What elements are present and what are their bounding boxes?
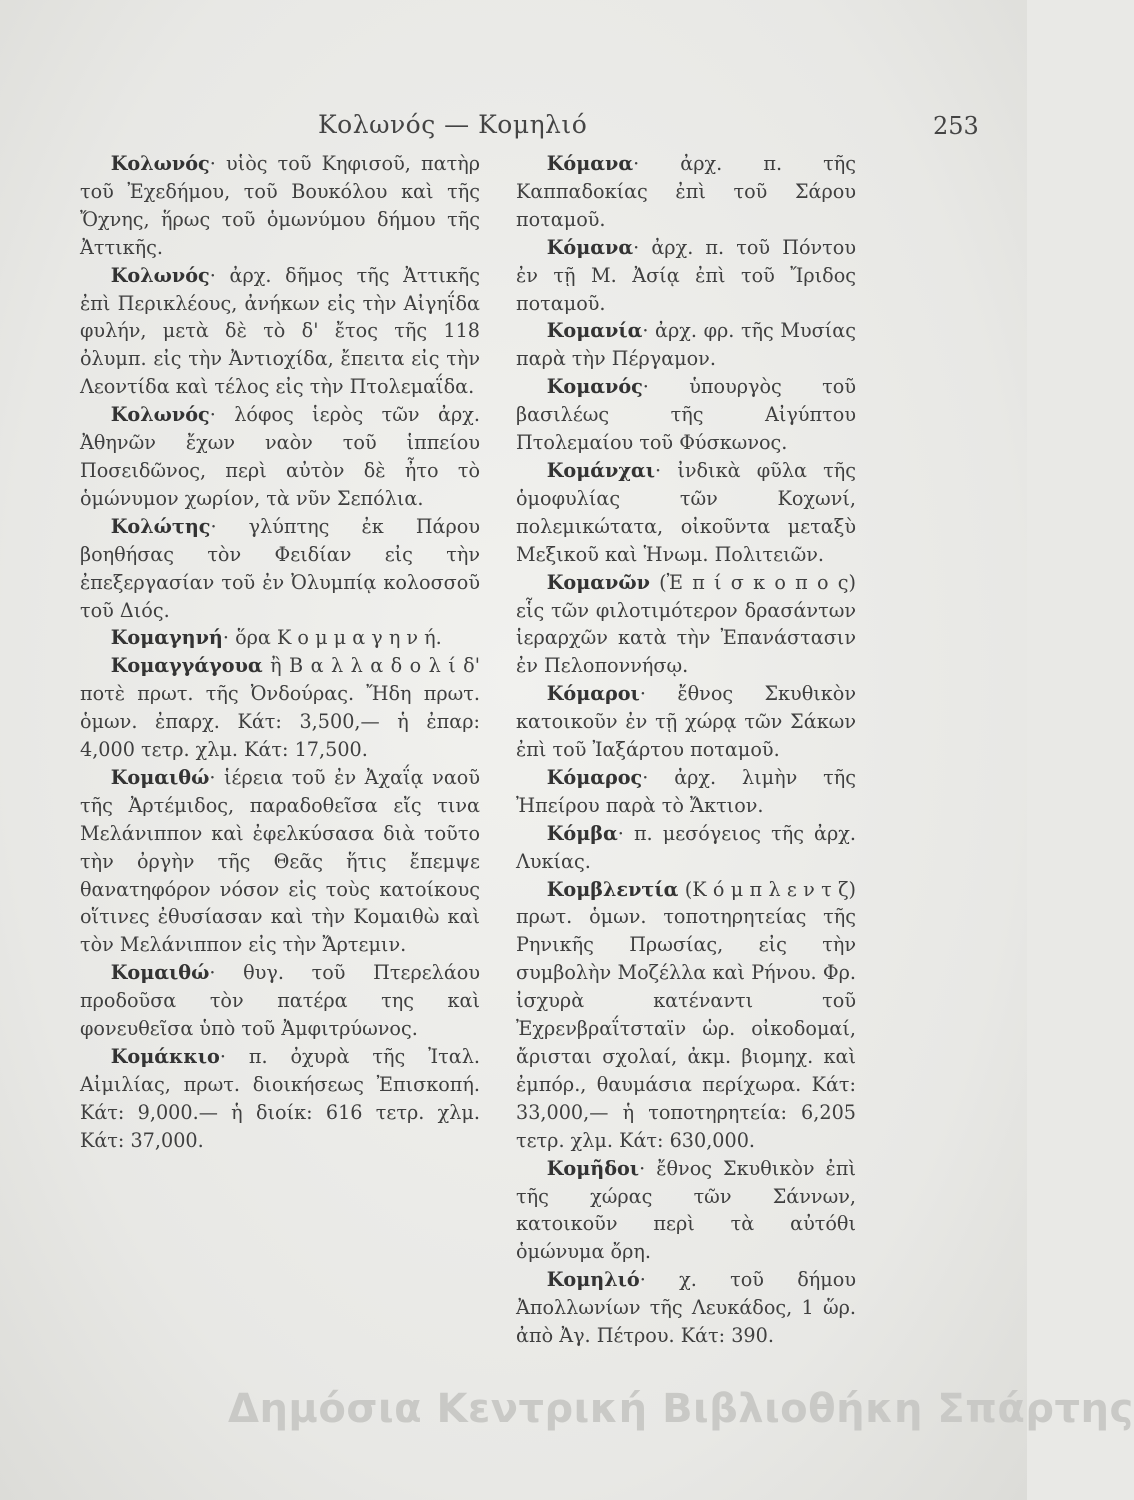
dictionary-entry: Κόμβα· π. μεσόγειος τῆς ἀρχ. Λυκίας. bbox=[516, 821, 856, 873]
dictionary-entry: Κομαιθώ· θυγ. τοῦ Πτερελάου προδοῦσα τὸν πατέρα της καὶ φονευθεῖσα ὑπὸ τοῦ Ἀμφιτρύωνος. bbox=[80, 961, 480, 1041]
entry-text: ἀρχ. π. τῆς Καππαδοκίας ἐπὶ τοῦ Σάρου ποταμοῦ. bbox=[516, 152, 857, 231]
entry-headword: Κομανός bbox=[546, 375, 643, 399]
entry-headword: Κολωνός bbox=[110, 263, 210, 287]
entry-headword: Κόμανα bbox=[546, 152, 634, 175]
entry-text: (Ἐ π ί σ κ ο π ο ς) εἷς τῶν φιλοτιμότερον δρασάντων ἱεραρχῶν κατὰ τὴν Ἐπανάστασιν ἐν Πελοποννήσῳ. bbox=[516, 570, 856, 678]
entry-text: ὑπουργὸς τοῦ βασιλέως τῆς Αἰγύπτου Πτολεμαίου τοῦ Φύσκωνος. bbox=[516, 375, 856, 455]
entry-text: ἱέρεια τοῦ ἐν Ἀχαΐᾳ ναοῦ τῆς Ἀρτέμιδος, παραδοθεῖσα εἴς τινα Μελάνιππον καὶ ἐφελκύσασα διὰ τοῦτο τὴν ὀργὴν τῆς Θεᾶς ἥτις ἔπεμψε θανατηφόρον νόσον εἰς τοὺς κατοίκους οἵτινες ἐθυσίασαν καὶ τὴν Κομαιθὼ καὶ τὸν Μελάνιππον εἰς τὴν Ἄρτεμιν. bbox=[80, 765, 480, 957]
entry-headword: Κόμαρος bbox=[546, 765, 643, 789]
entry-headword: Κομανῶν bbox=[546, 570, 650, 594]
entry-headword: Κολώτης bbox=[110, 514, 211, 538]
entry-headword: Κομαγγάγουα bbox=[110, 654, 263, 678]
dictionary-entry: Κομαιθώ· ἱέρεια τοῦ ἐν Ἀχαΐᾳ ναοῦ τῆς Ἀρτέμιδος, παραδοθεῖσα εἴς τινα Μελάνιππον καὶ ἐφελκύσασα διὰ τοῦτο τὴν ὀργὴν τῆς Θεᾶς ἥτις ἔπεμψε θανατηφόρον νόσον εἰς τοὺς κατοίκους οἵτινες ἐθυσίασαν καὶ τὴν Κομαιθὼ καὶ τὸν Μελάνιππον εἰς τὴν Ἄρτεμιν. bbox=[80, 765, 480, 957]
entry-headword: Κολωνός bbox=[110, 152, 210, 175]
entry-text: ἀρχ. π. τοῦ Πόντου ἐν τῇ Μ. Ἀσίᾳ ἐπὶ τοῦ Ἴριδος ποταμοῦ. bbox=[516, 235, 856, 315]
dictionary-entry: Κομάκκιο· π. ὀχυρὰ τῆς Ἰταλ. Αἰμιλίας, πρωτ. διοικήσεως Ἐπισκοπή. Κάτ: 9,000.— ἡ διοίκ: 616 τετρ. χλμ. Κάτ: 37,000. bbox=[80, 1045, 480, 1152]
entry-text: λόφος ἱερὸς τῶν ἀρχ. Ἀθηνῶν ἔχων ναὸν τοῦ ἱππείου Ποσειδῶνος, περὶ αὐτὸν δὲ ἦτο τὸ ὁμώνυμον χωρίον, τὰ νῦν Σεπόλια. bbox=[80, 403, 480, 510]
entry-headword: Κόμβα bbox=[546, 821, 618, 845]
entry-headword: Κομάνχαι bbox=[546, 458, 655, 482]
dictionary-entry: Κομαγηνή· ὅρα Κ ο μ μ α γ η ν ή. bbox=[110, 626, 442, 650]
page-number: 253 bbox=[933, 112, 979, 140]
dictionary-entry: Κολωνός· λόφος ἱερὸς τῶν ἀρχ. Ἀθηνῶν ἔχων ναὸν τοῦ ἱππείου Ποσειδῶνος, περὶ αὐτὸν δὲ ἦτο τὸ ὁμώνυμον χωρίον, τὰ νῦν Σεπόλια. bbox=[80, 403, 480, 510]
entry-text: π. ὀχυρὰ τῆς Ἰταλ. Αἰμιλίας, πρωτ. διοικήσεως Ἐπισκοπή. Κάτ: 9,000.— ἡ διοίκ: 616 τετρ. χλμ. Κάτ: 37,000. bbox=[80, 1045, 480, 1152]
dictionary-entry: Κολωνός· υἱὸς τοῦ Κηφισοῦ, πατὴρ τοῦ Ἐχεδήμου, τοῦ Βουκόλου καὶ τῆς Ὄχνης, ἥρως τοῦ ὁμωνύμου δήμου τῆς Ἀττικῆς. bbox=[80, 152, 480, 259]
entry-text: π. μεσόγειος τῆς ἀρχ. Λυκίας. bbox=[516, 821, 856, 873]
entry-text: ὅρα Κ ο μ μ α γ η ν ή. bbox=[235, 626, 442, 650]
entry-text: ἀρχ. λιμὴν τῆς Ἠπείρου παρὰ τὸ Ἄκτιον. bbox=[516, 765, 856, 817]
dictionary-entry: Κομάνχαι· ἰνδικὰ φῦλα τῆς ὁμοφυλίας τῶν Κοχωνί, πολεμικώτατα, οἰκοῦντα μεταξὺ Μεξικοῦ καὶ Ἡνωμ. Πολιτειῶν. bbox=[516, 458, 857, 566]
entry-text: υἱὸς τοῦ Κηφισοῦ, πατὴρ τοῦ Ἐχεδήμου, τοῦ Βουκόλου καὶ τῆς Ὄχνης, ἥρως τοῦ ὁμωνύμου δήμου τῆς Ἀττικῆς. bbox=[80, 152, 480, 259]
dictionary-entry bbox=[516, 876, 856, 1155]
left-column bbox=[80, 150, 480, 1155]
entry-text: ἢ Β α λ λ α δ ο λ ί δ' ποτὲ πρωτ. τῆς Ὀνδούρας. Ἤδη πρωτ. ὁμων. ἐπαρχ. Κάτ: 3,500,— ἡ ἐπαρ: 4,000 τετρ. χλμ. Κάτ: 17,500. bbox=[80, 654, 480, 762]
entry-text: ἔθνος Σκυθικὸν ἐπὶ τῆς χώρας τῶν Σάννων, κατοικοῦν περὶ τὰ αὐτόθι ὁμώνυμα ὄρη. bbox=[516, 1156, 856, 1264]
entry-headword: Κομαγηνή bbox=[110, 626, 223, 650]
entry-headword: Κομάκκιο bbox=[110, 1045, 220, 1068]
entry-text: γλύπτης ἐκ Πάρου βοηθήσας τὸν Φειδίαν εἰς τὴν ἐπεξεργασίαν τοῦ ἐν Ὀλυμπίᾳ κολοσσοῦ τοῦ Διός. bbox=[80, 514, 481, 622]
entry-headword: Κομαιθώ bbox=[110, 765, 210, 789]
library-watermark: Δημόσια Κεντρική Βιβλιοθήκη Σπάρτης bbox=[228, 1386, 1134, 1432]
running-title: Κολωνός — Κομηλιό bbox=[318, 110, 588, 139]
entry-headword: Κομῆδοι bbox=[546, 1156, 640, 1180]
entry-text: ἀρχ. φρ. τῆς Μυσίας παρὰ τὴν Πέργαμον. bbox=[516, 319, 856, 371]
entry-headword: Κολωνός bbox=[110, 403, 210, 427]
dictionary-entry: Κόμαρος· ἀρχ. λιμὴν τῆς Ἠπείρου παρὰ τὸ Ἄκτιον. bbox=[516, 765, 856, 817]
entry-headword: Κομβλεντία bbox=[546, 877, 679, 901]
entry-text: ἔθνος Σκυθικὸν κατοικοῦν ἐν τῇ χώρᾳ τῶν Σάκων ἐπὶ τοῦ Ἰαξάρτου ποταμοῦ. bbox=[516, 682, 857, 762]
entry-headword: Κόμαροι bbox=[546, 682, 640, 706]
entry-headword: Κομανία bbox=[546, 319, 643, 343]
dictionary-entry: Κολωνός· ἀρχ. δῆμος τῆς Ἀττικῆς ἐπὶ Περικλέους, ἀνήκων εἰς τὴν Αἰγηΐδα φυλήν, μετὰ δὲ τὸ δ' ἔτος τῆς 118 ὀλυμπ. εἰς τὴν Ἀντιοχίδα, ἔπειτα εἰς τὴν Λεοντίδα καὶ τέλος εἰς τὴν Πτολεμαΐδα. bbox=[80, 263, 480, 399]
entry-headword: Κομηλιό bbox=[546, 1268, 640, 1292]
entry-text: ἀρχ. δῆμος τῆς Ἀττικῆς ἐπὶ Περικλέους, ἀνήκων εἰς τὴν Αἰγηΐδα φυλήν, μετὰ δὲ τὸ δ' ἔτος τῆς 118 ὀλυμπ. εἰς τὴν Ἀντιοχίδα, ἔπειτα εἰς τὴν Λεοντίδα καὶ τέλος εἰς τὴν Πτολεμαΐδα. bbox=[80, 263, 480, 399]
page-header bbox=[0, 108, 1027, 148]
dictionary-entry: Κομανός· ὑπουργὸς τοῦ βασιλέως τῆς Αἰγύπτου Πτολεμαίου τοῦ Φύσκωνος. bbox=[516, 375, 856, 455]
dictionary-entry: Κομανία· ἀρχ. φρ. τῆς Μυσίας παρὰ τὴν Πέργαμον. bbox=[516, 319, 856, 371]
entry-text: ἰνδικὰ φῦλα τῆς ὁμοφυλίας τῶν Κοχωνί, πολεμικώτατα, οἰκοῦντα μεταξὺ Μεξικοῦ καὶ Ἡνωμ. Πολιτειῶν. bbox=[516, 458, 857, 566]
right-column bbox=[516, 150, 856, 1350]
entry-text: (Κ ό μ π λ ε ν τ ζ) πρωτ. ὁμων. τοποτηρητείας τῆς Ρηνικῆς Πρωσίας, εἰς τὴν συμβολὴν Μοζέλλα καὶ Ρήνου. Φρ. ἰσχυρὰ κατέναντι τοῦ Ἐχρενβραΐτσταϊν ὡρ. οἰκοδομαί, ἄρισται σχολαί, ἀκμ. βιομηχ. καὶ ἐμπόρ., θαυμάσια περίχωρα. Κάτ: 33,000,— ἡ τοποτηρητεία: 6,205 τετρ. χλμ. Κάτ: 630,000. bbox=[516, 877, 856, 1152]
entry-headword: Κομαιθώ bbox=[110, 961, 210, 985]
dictionary-entry bbox=[80, 652, 480, 764]
dictionary-entry: Κόμαροι· ἔθνος Σκυθικὸν κατοικοῦν ἐν τῇ χώρᾳ τῶν Σάκων ἐπὶ τοῦ Ἰαξάρτου ποταμοῦ. bbox=[516, 682, 857, 762]
dictionary-entry: Κομηλιό· χ. τοῦ δήμου Ἀπολλωνίων τῆς Λευκάδος, 1 ὥρ. ἀπὸ Ἀγ. Πέτρου. Κάτ: 390. bbox=[516, 1268, 856, 1348]
dictionary-entry: Κολώτης· γλύπτης ἐκ Πάρου βοηθήσας τὸν Φειδίαν εἰς τὴν ἐπεξεργασίαν τοῦ ἐν Ὀλυμπίᾳ κολοσσοῦ τοῦ Διός. bbox=[80, 514, 481, 622]
dictionary-entry: Κόμανα· ἀρχ. π. τῆς Καππαδοκίας ἐπὶ τοῦ Σάρου ποταμοῦ. bbox=[516, 152, 857, 231]
entry-headword: Κόμανα bbox=[546, 235, 634, 259]
entry-text: χ. τοῦ δήμου Ἀπολλωνίων τῆς Λευκάδος, 1 ὥρ. ἀπὸ Ἀγ. Πέτρου. Κάτ: 390. bbox=[516, 1268, 856, 1348]
dictionary-entry: Κομῆδοι· ἔθνος Σκυθικὸν ἐπὶ τῆς χώρας τῶν Σάννων, κατοικοῦν περὶ τὰ αὐτόθι ὁμώνυμα ὄρη. bbox=[516, 1156, 856, 1264]
dictionary-entry bbox=[516, 569, 856, 681]
entry-text: θυγ. τοῦ Πτερελάου προδοῦσα τὸν πατέρα της καὶ φονευθεῖσα ὑπὸ τοῦ Ἀμφιτρύωνος. bbox=[80, 961, 480, 1041]
dictionary-entry: Κόμανα· ἀρχ. π. τοῦ Πόντου ἐν τῇ Μ. Ἀσίᾳ ἐπὶ τοῦ Ἴριδος ποταμοῦ. bbox=[516, 235, 856, 315]
